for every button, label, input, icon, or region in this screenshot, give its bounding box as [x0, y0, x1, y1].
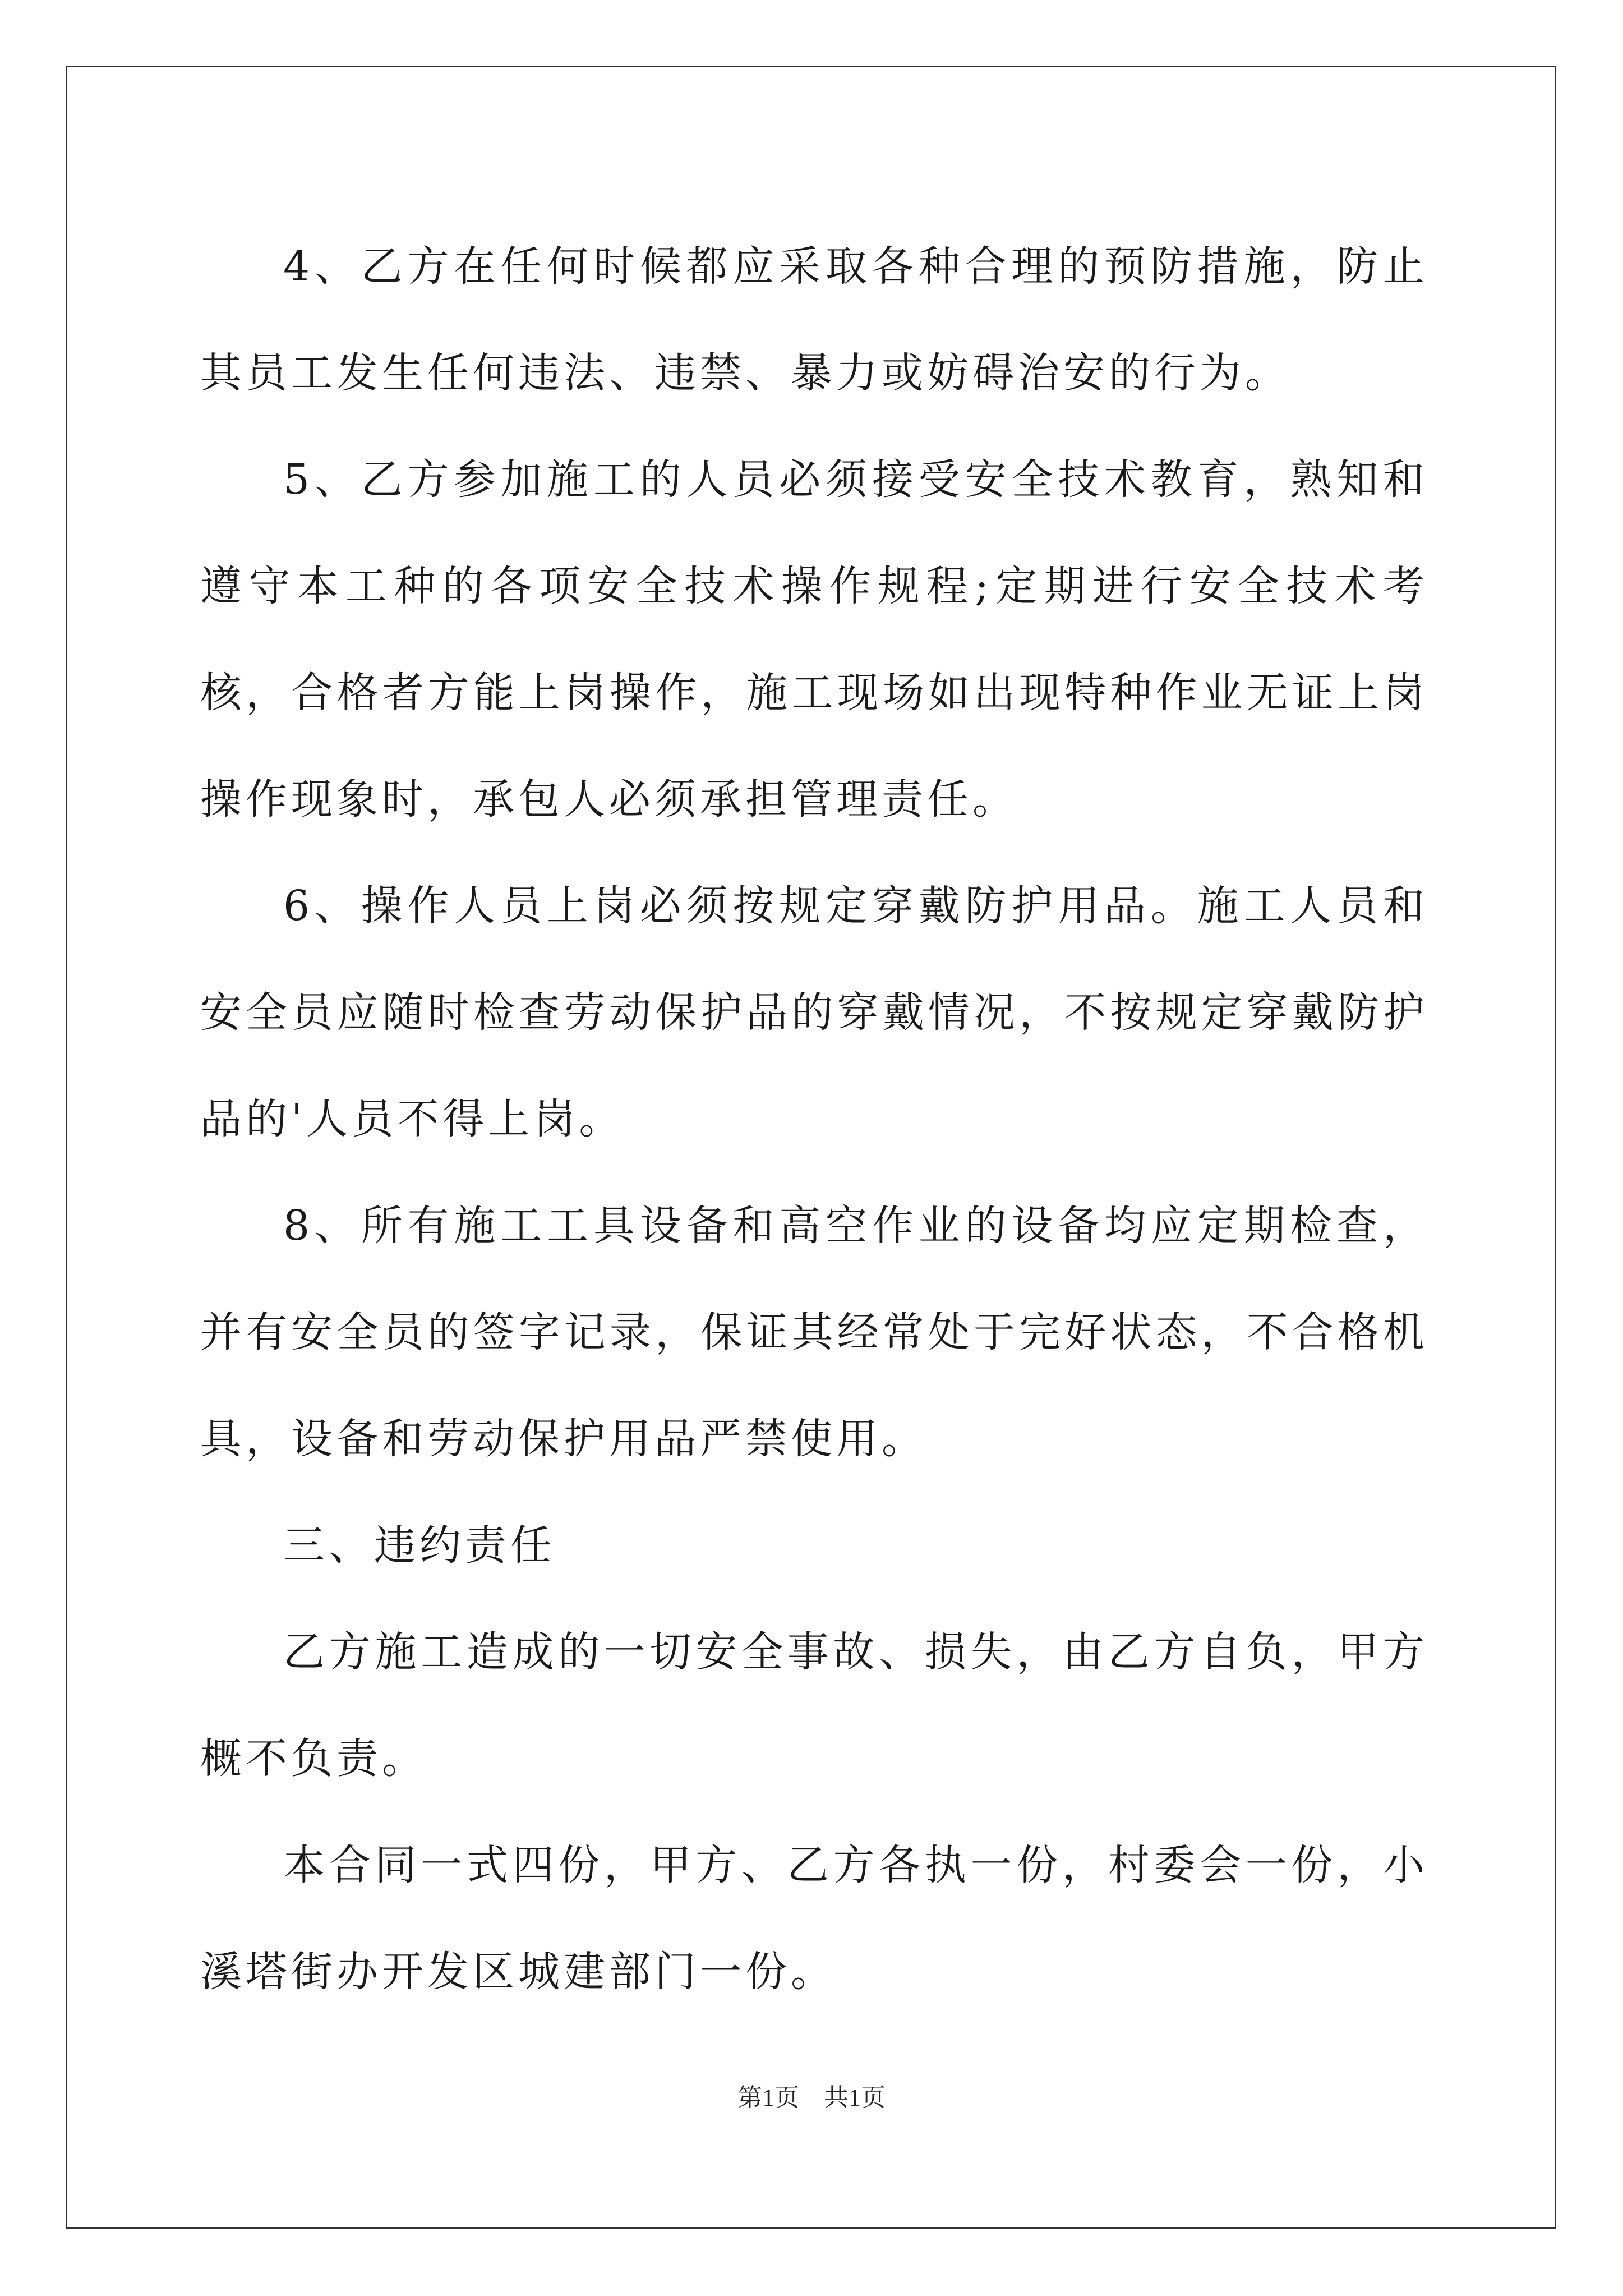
paragraph-clause-8: 8、所有施工工具设备和高空作业的设备均应定期检查，并有安全员的签字记录，保证其经常处于完好状态，不合格机具，设备和劳动保护用品严禁使用。	[200, 1202, 1428, 1463]
page-number-footer: 第1页 共1页	[737, 2084, 886, 2111]
paragraph-liability: 乙方施工造成的一切安全事故、损失，由乙方自负，甲方概不负责。	[200, 1628, 1428, 1783]
paragraph-copies: 本合同一式四份，甲方、乙方各执一份，村委会一份，小溪塔街办开发区城建部门一份。	[200, 1841, 1428, 1996]
paragraph-clause-5: 5、乙方参加施工的人员必须接受安全技术教育，熟知和遵守本工种的各项安全技术操作规程;定期进行安全技术考核，合格者方能上岗操作，施工现场如出现特种作业无证上岗操作现象时，承包人必须承担管理责任。	[200, 455, 1428, 823]
paragraph-clause-4: 4、乙方在任何时候都应采取各种合理的预防措施，防止其员工发生任何违法、违禁、暴力或妨碍治安的行为。	[200, 242, 1428, 397]
paragraph-clause-6: 6、操作人员上岗必须按规定穿戴防护用品。施工人员和安全员应随时检查劳动保护品的穿戴情况，不按规定穿戴防护品的'人员不得上岗。	[200, 882, 1428, 1143]
document-body	[200, 213, 1428, 2025]
section-heading-liability: 三、违约责任	[283, 1521, 556, 1570]
